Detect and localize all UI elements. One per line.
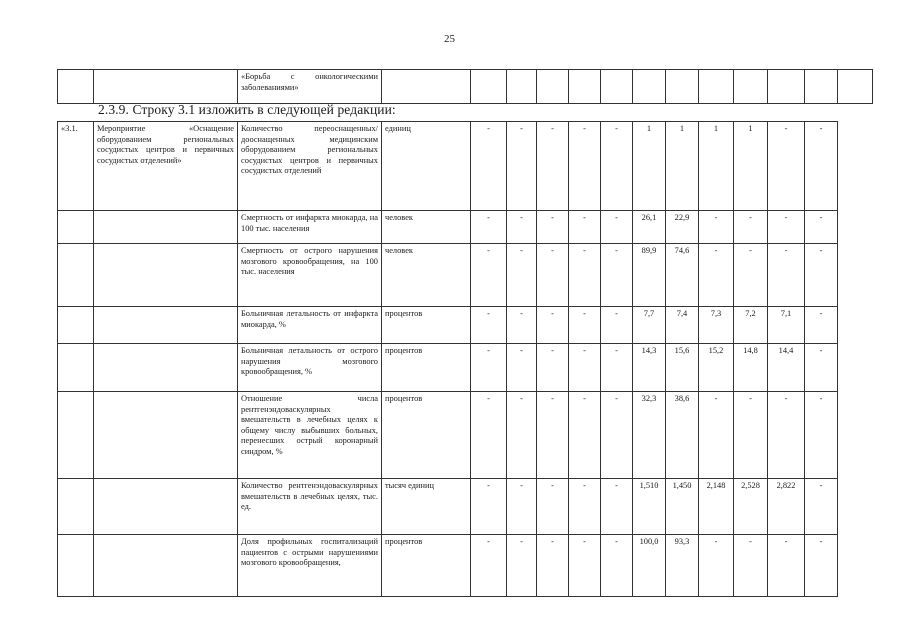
value-cell: 14,8 (734, 344, 768, 392)
value-cell: - (471, 392, 507, 479)
value-cell: - (768, 392, 805, 479)
value-cell: - (601, 122, 633, 211)
value-cell: - (601, 392, 633, 479)
value-cell: - (699, 244, 734, 307)
value-cell: - (569, 307, 601, 344)
table-row (58, 535, 873, 597)
value-cell: - (569, 344, 601, 392)
value-cell: - (537, 344, 569, 392)
row-number-cell (58, 479, 94, 535)
indicator-cell: Больничная летальность от острого нарушения мозгового кровообращения, % (238, 344, 382, 392)
value-cell: - (471, 535, 507, 597)
indicator-cell: Больничная летальность от инфаркта миокарда, % (238, 307, 382, 344)
row-number-cell: «3.1. (58, 122, 94, 211)
value-cell: 7,1 (768, 307, 805, 344)
value-cell: 32,3 (633, 392, 666, 479)
value-cell: - (805, 344, 838, 392)
value-cell: - (699, 535, 734, 597)
value-cell: - (734, 535, 768, 597)
value-cell: - (569, 535, 601, 597)
table-row (58, 122, 873, 211)
table-body (58, 122, 873, 597)
value-cell: - (507, 122, 537, 211)
value-cell: - (569, 392, 601, 479)
table-row (58, 392, 873, 479)
value-cell: - (699, 211, 734, 244)
value-cell: - (768, 122, 805, 211)
value-cell: - (601, 211, 633, 244)
value-cell: 93,3 (666, 535, 699, 597)
indicator-cell: «Борьба с онкологическими заболеваниями» (238, 70, 382, 104)
value-cell: - (537, 211, 569, 244)
value-cell: - (537, 307, 569, 344)
indicators-table (57, 121, 873, 597)
value-cell: - (569, 122, 601, 211)
value-cell: 14,3 (633, 344, 666, 392)
table-row (58, 211, 873, 244)
value-cell: 1 (699, 122, 734, 211)
value-cell: 7,7 (633, 307, 666, 344)
value-cell: - (734, 244, 768, 307)
value-cell: - (507, 211, 537, 244)
value-cell: 74,6 (666, 244, 699, 307)
value-cell: - (569, 479, 601, 535)
unit-cell: человек (382, 244, 471, 307)
value-cell: - (537, 392, 569, 479)
value-cell: 7,2 (734, 307, 768, 344)
unit-cell: процентов (382, 344, 471, 392)
value-cell: - (699, 392, 734, 479)
indicator-cell: Доля профильных госпитализаций пациентов с острыми нарушениями мозгового кровообращения, (238, 535, 382, 597)
unit-cell: процентов (382, 535, 471, 597)
page-number: 25 (444, 33, 455, 45)
value-cell: - (805, 392, 838, 479)
value-cell: - (768, 211, 805, 244)
value-cell: - (537, 535, 569, 597)
value-cell: - (569, 211, 601, 244)
value-cell: 7,3 (699, 307, 734, 344)
indicator-cell: Отношение числа рентгенэндоваскулярных вмешательств в лечебных целях к общему числу выбывших больных, перенесших острый коронарный синдром, % (238, 392, 382, 479)
row-number-cell (58, 244, 94, 307)
value-cell: - (569, 244, 601, 307)
event-cell (94, 392, 238, 479)
value-cell: - (734, 392, 768, 479)
value-cell: - (601, 479, 633, 535)
event-cell (94, 479, 238, 535)
value-cell: - (768, 535, 805, 597)
unit-cell: процентов (382, 392, 471, 479)
value-cell: 1 (633, 122, 666, 211)
indicator-cell: Количество переоснащенных/дооснащенных медицинским оборудованием региональных сосудистых центров и первичных сосудистых отделений (238, 122, 382, 211)
value-cell: - (471, 122, 507, 211)
value-cell: - (507, 244, 537, 307)
top-table (57, 69, 873, 104)
section-heading: 2.3.9. Строку 3.1 изложить в следующей редакции: (98, 102, 396, 117)
event-cell: Мероприятие «Оснащение оборудованием региональных сосудистых центров и первичных сосудистых отделений» (94, 122, 238, 211)
event-cell (94, 244, 238, 307)
unit-cell: процентов (382, 307, 471, 344)
value-cell: - (805, 211, 838, 244)
event-cell (94, 344, 238, 392)
value-cell: - (471, 307, 507, 344)
value-cell: - (601, 344, 633, 392)
value-cell: - (471, 211, 507, 244)
value-cell: 14,4 (768, 344, 805, 392)
value-cell: - (734, 211, 768, 244)
unit-cell: тысяч единиц (382, 479, 471, 535)
value-cell: 1,510 (633, 479, 666, 535)
row-number-cell (58, 392, 94, 479)
indicator-cell: Смертность от инфаркта миокарда, на 100 тыс. населения (238, 211, 382, 244)
value-cell: - (768, 244, 805, 307)
value-cell: - (537, 122, 569, 211)
value-cell: - (805, 122, 838, 211)
value-cell: 7,4 (666, 307, 699, 344)
value-cell: - (805, 535, 838, 597)
row-number-cell (58, 211, 94, 244)
table-row (58, 70, 873, 104)
value-cell: 100,0 (633, 535, 666, 597)
value-cell: 38,6 (666, 392, 699, 479)
value-cell: 1 (666, 122, 699, 211)
unit-cell: единиц (382, 122, 471, 211)
value-cell: - (805, 479, 838, 535)
value-cell: - (471, 479, 507, 535)
event-cell (94, 535, 238, 597)
value-cell: 15,6 (666, 344, 699, 392)
event-cell (94, 211, 238, 244)
value-cell: 22,9 (666, 211, 699, 244)
row-number-cell (58, 535, 94, 597)
value-cell: - (601, 535, 633, 597)
value-cell: 26,1 (633, 211, 666, 244)
row-number-cell (58, 307, 94, 344)
value-cell: - (805, 307, 838, 344)
value-cell: 2,148 (699, 479, 734, 535)
value-cell: - (507, 535, 537, 597)
event-cell (94, 307, 238, 344)
value-cell: - (601, 307, 633, 344)
indicator-cell: Количество рентгенэндоваскулярных вмешательств в лечебных целях, тыс. ед. (238, 479, 382, 535)
value-cell: - (537, 479, 569, 535)
value-cell: - (805, 244, 838, 307)
value-cell: - (471, 244, 507, 307)
table-row (58, 244, 873, 307)
value-cell: - (537, 244, 569, 307)
value-cell: - (601, 244, 633, 307)
table-row (58, 479, 873, 535)
value-cell: - (507, 479, 537, 535)
value-cell: 2,822 (768, 479, 805, 535)
value-cell: 89,9 (633, 244, 666, 307)
indicator-cell: Смертность от острого нарушения мозгового кровообращения, на 100 тыс. населения (238, 244, 382, 307)
value-cell: 2,528 (734, 479, 768, 535)
value-cell: 1 (734, 122, 768, 211)
value-cell: - (507, 307, 537, 344)
value-cell: 15,2 (699, 344, 734, 392)
unit-cell: человек (382, 211, 471, 244)
table-row (58, 344, 873, 392)
table-row (58, 307, 873, 344)
value-cell: - (507, 344, 537, 392)
value-cell: - (471, 344, 507, 392)
value-cell: 1,450 (666, 479, 699, 535)
value-cell: - (507, 392, 537, 479)
row-number-cell (58, 344, 94, 392)
